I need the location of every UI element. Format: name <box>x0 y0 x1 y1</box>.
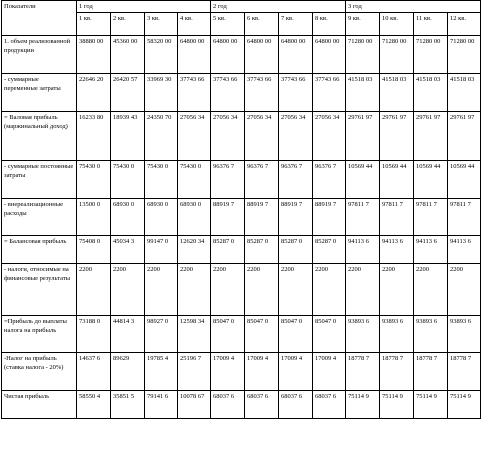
value-cell: 2200 <box>178 264 211 316</box>
quarter-header: 2 кв. <box>111 13 145 36</box>
value-cell: 75430 0 <box>111 161 145 199</box>
value-cell: 29761 97 <box>346 112 380 161</box>
value-cell: 58320 00 <box>145 36 178 74</box>
value-cell: 85287 0 <box>211 236 245 264</box>
value-cell: 37743 66 <box>279 74 313 112</box>
value-cell: 41518 03 <box>380 74 414 112</box>
table-row <box>2 112 481 161</box>
value-cell: 73188 0 <box>77 316 111 353</box>
table-row <box>2 353 481 391</box>
row-label: 1. объем реализованной продукции <box>2 36 77 74</box>
value-cell: 2200 <box>279 264 313 316</box>
value-cell: 88919 7 <box>279 199 313 236</box>
value-cell: 75114 9 <box>380 391 414 419</box>
quarter-header: 10 кв. <box>380 13 414 36</box>
value-cell: 18778 7 <box>380 353 414 391</box>
quarter-header: 11 кв. <box>414 13 448 36</box>
quarter-header: 6 кв. <box>245 13 279 36</box>
value-cell: 88919 7 <box>211 199 245 236</box>
value-cell: 41518 03 <box>448 74 481 112</box>
value-cell: 2200 <box>245 264 279 316</box>
value-cell: 58550 4 <box>77 391 111 419</box>
table-row <box>2 36 481 74</box>
value-cell: 13500 0 <box>77 199 111 236</box>
value-cell: 10078 67 <box>178 391 211 419</box>
value-cell: 93893 6 <box>380 316 414 353</box>
year-header: 1 год <box>77 1 211 13</box>
value-cell: 10569 44 <box>448 161 481 199</box>
value-cell: 96376 7 <box>279 161 313 199</box>
row-label: - внереализационные расходы <box>2 199 77 236</box>
value-cell: 75430 0 <box>77 161 111 199</box>
value-cell: 26420 57 <box>111 74 145 112</box>
value-cell: 2200 <box>211 264 245 316</box>
value-cell: 37743 66 <box>313 74 346 112</box>
value-cell: 96376 7 <box>245 161 279 199</box>
value-cell: 75408 0 <box>77 236 111 264</box>
value-cell: 75114 9 <box>414 391 448 419</box>
value-cell: 37743 66 <box>245 74 279 112</box>
value-cell: 18939 43 <box>111 112 145 161</box>
table-row <box>2 316 481 353</box>
value-cell: 18778 7 <box>448 353 481 391</box>
value-cell: 75114 9 <box>346 391 380 419</box>
year-header: 3 год <box>346 1 481 13</box>
value-cell: 94113 6 <box>346 236 380 264</box>
quarter-header: 9 кв. <box>346 13 380 36</box>
table-row <box>2 74 481 112</box>
value-cell: 2200 <box>380 264 414 316</box>
value-cell: 2200 <box>448 264 481 316</box>
value-cell: 17009 4 <box>245 353 279 391</box>
value-cell: 97811 7 <box>414 199 448 236</box>
value-cell: 96376 7 <box>313 161 346 199</box>
value-cell: 85287 0 <box>313 236 346 264</box>
value-cell: 93893 6 <box>414 316 448 353</box>
row-label: - суммарные постоянные затраты <box>2 161 77 199</box>
value-cell: 2200 <box>313 264 346 316</box>
value-cell: 10569 44 <box>380 161 414 199</box>
value-cell: 71280 00 <box>414 36 448 74</box>
value-cell: 98927 0 <box>145 316 178 353</box>
value-cell: 64800 00 <box>313 36 346 74</box>
table-row <box>2 264 481 316</box>
value-cell: 75114 9 <box>448 391 481 419</box>
value-cell: 10569 44 <box>414 161 448 199</box>
value-cell: 12598 34 <box>178 316 211 353</box>
value-cell: 17009 4 <box>279 353 313 391</box>
value-cell: 35851 5 <box>111 391 145 419</box>
year-header: 2 год <box>211 1 346 13</box>
value-cell: 27056 34 <box>313 112 346 161</box>
table-row <box>2 161 481 199</box>
row-label: - суммарные переменные затраты <box>2 74 77 112</box>
value-cell: 97811 7 <box>448 199 481 236</box>
value-cell: 97811 7 <box>380 199 414 236</box>
table-row <box>2 199 481 236</box>
value-cell: 85047 0 <box>279 316 313 353</box>
value-cell: 37743 66 <box>211 74 245 112</box>
value-cell: 85287 0 <box>279 236 313 264</box>
row-label: =Прибыль до выплаты налога на прибыль <box>2 316 77 353</box>
value-cell: 44814 3 <box>111 316 145 353</box>
value-cell: 68037 6 <box>313 391 346 419</box>
table-row <box>2 236 481 264</box>
value-cell: 27056 34 <box>245 112 279 161</box>
value-cell: 25196 7 <box>178 353 211 391</box>
value-cell: 2200 <box>111 264 145 316</box>
value-cell: 29761 97 <box>414 112 448 161</box>
value-cell: 45034 3 <box>111 236 145 264</box>
quarter-header: 7 кв. <box>279 13 313 36</box>
value-cell: 94113 6 <box>448 236 481 264</box>
value-cell: 17009 4 <box>313 353 346 391</box>
value-cell: 10569 44 <box>346 161 380 199</box>
value-cell: 29761 97 <box>448 112 481 161</box>
value-cell: 68037 6 <box>245 391 279 419</box>
row-label: = Балансовая прибыль <box>2 236 77 264</box>
value-cell: 24350 70 <box>145 112 178 161</box>
value-cell: 85047 0 <box>313 316 346 353</box>
value-cell: 18778 7 <box>346 353 380 391</box>
value-cell: 99147 0 <box>145 236 178 264</box>
value-cell: 41518 03 <box>346 74 380 112</box>
value-cell: 64800 00 <box>178 36 211 74</box>
value-cell: 75430 0 <box>178 161 211 199</box>
value-cell: 93893 6 <box>346 316 380 353</box>
value-cell: 79141 6 <box>145 391 178 419</box>
value-cell: 68930 0 <box>178 199 211 236</box>
value-cell: 19785 4 <box>145 353 178 391</box>
value-cell: 22646 20 <box>77 74 111 112</box>
quarter-header: 5 кв. <box>211 13 245 36</box>
value-cell: 85047 0 <box>211 316 245 353</box>
value-cell: 88919 7 <box>245 199 279 236</box>
value-cell: 27056 34 <box>211 112 245 161</box>
value-cell: 27056 34 <box>279 112 313 161</box>
value-cell: 71280 00 <box>380 36 414 74</box>
value-cell: 38880 00 <box>77 36 111 74</box>
value-cell: 33969 30 <box>145 74 178 112</box>
header-corner: Показатели <box>2 1 77 36</box>
value-cell: 64800 00 <box>279 36 313 74</box>
value-cell: 41518 03 <box>414 74 448 112</box>
value-cell: 71280 00 <box>448 36 481 74</box>
quarter-header: 8 кв. <box>313 13 346 36</box>
quarter-header: 4 кв. <box>178 13 211 36</box>
value-cell: 18778 7 <box>414 353 448 391</box>
value-cell: 45360 00 <box>111 36 145 74</box>
value-cell: 14637 6 <box>77 353 111 391</box>
value-cell: 96376 7 <box>211 161 245 199</box>
value-cell: 2200 <box>77 264 111 316</box>
value-cell: 17009 4 <box>211 353 245 391</box>
value-cell: 71280 00 <box>346 36 380 74</box>
value-cell: 2200 <box>346 264 380 316</box>
value-cell: 2200 <box>145 264 178 316</box>
row-label: - налоги, относимые на финансовые результаты <box>2 264 77 316</box>
value-cell: 16233 80 <box>77 112 111 161</box>
quarter-header: 3 кв. <box>145 13 178 36</box>
value-cell: 68037 6 <box>279 391 313 419</box>
value-cell: 75430 0 <box>145 161 178 199</box>
value-cell: 64800 00 <box>211 36 245 74</box>
row-label: Чистая прибыль <box>2 391 77 419</box>
profit-table <box>1 0 481 419</box>
quarter-header: 1 кв. <box>77 13 111 36</box>
value-cell: 88919 7 <box>313 199 346 236</box>
value-cell: 68930 0 <box>111 199 145 236</box>
value-cell: 85047 0 <box>245 316 279 353</box>
value-cell: 94113 6 <box>380 236 414 264</box>
header-row-years <box>2 1 481 13</box>
value-cell: 93893 6 <box>448 316 481 353</box>
value-cell: 2200 <box>414 264 448 316</box>
row-label: -Налог на прибыль (ставка налога - 20%) <box>2 353 77 391</box>
quarter-header: 12 кв. <box>448 13 481 36</box>
value-cell: 37743 66 <box>178 74 211 112</box>
value-cell: 27056 34 <box>178 112 211 161</box>
value-cell: 29761 97 <box>380 112 414 161</box>
value-cell: 94113 6 <box>414 236 448 264</box>
row-label: = Валовая прибыль (маржинальный доход) <box>2 112 77 161</box>
table-row <box>2 391 481 419</box>
value-cell: 89629 <box>111 353 145 391</box>
value-cell: 85287 0 <box>245 236 279 264</box>
value-cell: 68930 0 <box>145 199 178 236</box>
value-cell: 12620 34 <box>178 236 211 264</box>
value-cell: 68037 6 <box>211 391 245 419</box>
value-cell: 97811 7 <box>346 199 380 236</box>
value-cell: 64800 00 <box>245 36 279 74</box>
